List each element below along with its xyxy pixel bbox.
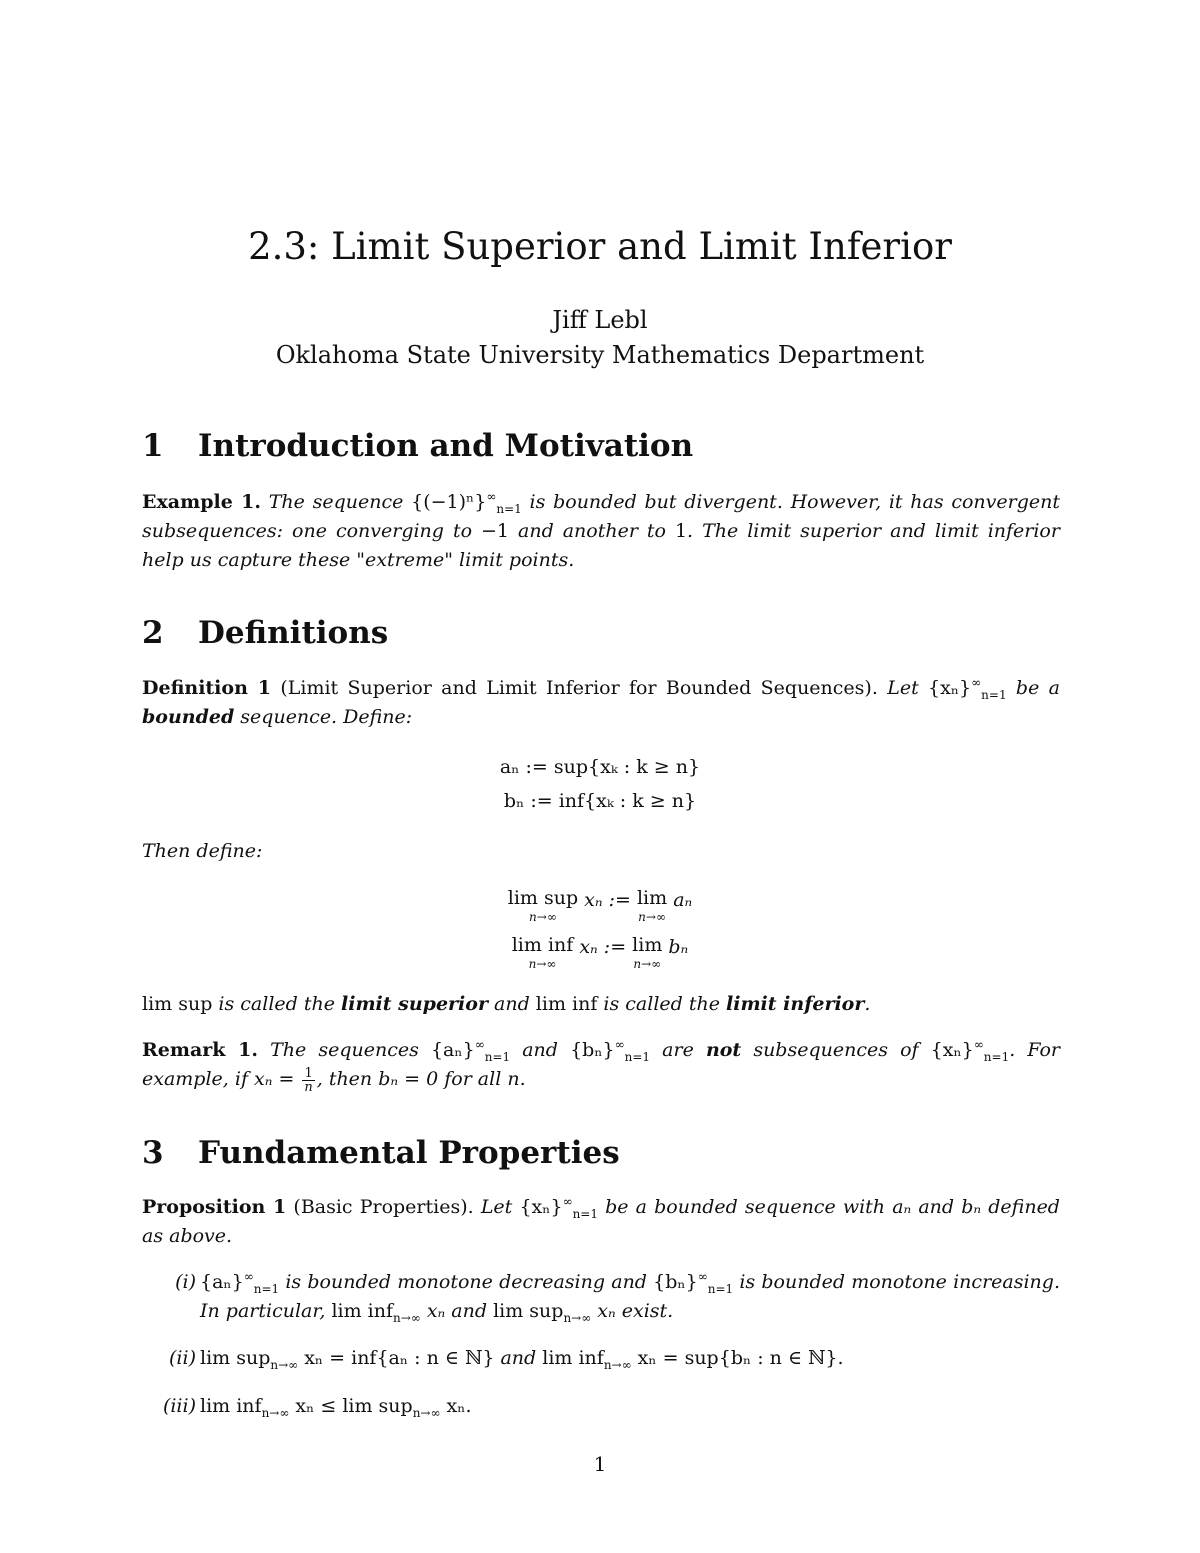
remark-label: Remark 1. (142, 1039, 258, 1061)
page-number: 1 (593, 1452, 607, 1476)
math-value: −1 (481, 520, 510, 542)
section-title: Introduction and Motivation (198, 428, 694, 464)
item-label: (i) (175, 1271, 196, 1293)
paper-title: 2.3: Limit Superior and Limit Inferior (248, 225, 952, 268)
fraction-1-over-n: $\frac{1}{n}$ (304, 1065, 313, 1095)
sequence-expression: $\{a_n\}^\infty_{n=1}$ (430, 1037, 511, 1064)
lim-operator: lim n→∞ (636, 887, 668, 924)
author-affiliation: Oklahoma State University Mathematics Department (275, 341, 925, 369)
liminf-operator: lim inf n→∞ (511, 934, 574, 971)
definition-text: Let (887, 677, 919, 699)
limsup-liminf-naming: lim sup is called the limit superior and lim inf is called the limit inferior. (142, 993, 871, 1015)
sequence-expression: $\{x_n\}^\infty_{n=1}$ (928, 675, 1007, 702)
proposition-1: Proposition 1 (Basic Properties). Let $\{x_n\}^\infty_{n=1}$ be a bounded sequence with aₙ and bₙ defined as above. (142, 1194, 1060, 1247)
sequence-expression: $\{x_n\}^\infty_{n=1}$ (930, 1037, 1010, 1064)
section-title: Fundamental Properties (198, 1135, 620, 1171)
section-heading-2 (142, 614, 388, 652)
section-number: 2 (142, 615, 164, 651)
sequence-expression: $\{b_n\}^\infty_{n=1}$ (570, 1037, 651, 1064)
definition-1 (142, 674, 1060, 732)
example-text: is bounded but divergent. However, it has convergent subsequences: one converging to (142, 491, 1061, 542)
equation-bn: bₙ := inf{xₖ : k ≥ n} (503, 790, 697, 812)
sequence-expression: $\{b_n\}^\infty_{n=1}$ (653, 1269, 734, 1296)
proposition-item-i: (i) $\{a_n\}^\infty_{n=1}$ is bounded monotone decreasing and $\{b_n\}^\infty_{n=1}$ is bounded monotone increasing. In particular, lim inf$_{n\to\infty}$ xₙ and lim sup$_{n\to\infty}$ xₙ exist. (200, 1268, 1060, 1326)
sequence-expression: $\{x_n\}^\infty_{n=1}$ (519, 1194, 598, 1221)
lim-operator: lim n→∞ (632, 934, 663, 971)
section-title: Definitions (198, 615, 389, 651)
proposition-item-iii: (iii) lim inf$_{n\to\infty}$ xₙ ≤ lim sup$_{n\to\infty}$ xₙ. (200, 1392, 1060, 1421)
remark-1: Remark 1. The sequences $\{a_n\}^\infty_{n=1}$ and $\{b_n\}^\infty_{n=1}$ are not subsequences of $\{x_n\}^\infty_{n=1}$. For example, if xₙ = $\frac{1}{n}$ , then bₙ = 0 for all n. (142, 1037, 1061, 1095)
equation-liminf: lim inf n→∞ xₙ := lim n→∞ bₙ (511, 934, 689, 971)
emphasis: limit superior (341, 993, 488, 1015)
definition-name: (Limit Superior and Limit Inferior for Bounded Sequences). (280, 677, 878, 699)
author-name: Jiff Lebl (552, 306, 648, 334)
example-text: . The limit superior and limit inferior help us capture these "extreme" limit points. (142, 520, 1060, 571)
item-label: (iii) (162, 1395, 196, 1417)
definition-label: Definition 1 (142, 677, 272, 699)
proposition-name: (Basic Properties). (293, 1196, 474, 1218)
limsup-operator: lim sup n→∞ (507, 887, 579, 924)
emphasis: bounded (142, 706, 235, 728)
example-text: and another to (518, 520, 666, 542)
section-heading-3 (142, 1134, 620, 1172)
math-value: 1 (674, 520, 688, 542)
section-number: 3 (142, 1135, 164, 1171)
section-heading-1 (142, 427, 693, 465)
item-label: (ii) (169, 1347, 196, 1369)
emphasis: limit inferior (726, 993, 865, 1015)
sequence-expression: $\{a_n\}^\infty_{n=1}$ (200, 1269, 280, 1296)
example-text: The sequence (268, 491, 404, 513)
equation-limsup: lim sup n→∞ xₙ := lim n→∞ aₙ (507, 887, 693, 924)
definition-text: be a (1015, 677, 1060, 699)
then-define-text: Then define: (142, 840, 263, 862)
proposition-item-ii: (ii) lim sup$_{n\to\infty}$ xₙ = inf{aₙ : n ∈ ℕ} and lim inf$_{n\to\infty}$ xₙ = sup{bₙ : n ∈ ℕ}. (200, 1344, 1060, 1373)
proposition-label: Proposition 1 (142, 1196, 287, 1218)
example-1 (142, 488, 1060, 575)
example-label: Example 1. (142, 491, 261, 513)
sequence-expression: $\{(-1)^n\}^\infty_{n=1}$ (411, 489, 522, 516)
section-number: 1 (142, 428, 164, 464)
definition-text: sequence. Define: (240, 706, 413, 728)
emphasis: not (705, 1039, 742, 1061)
equation-an: aₙ := sup{xₖ : k ≥ n} (499, 756, 701, 778)
